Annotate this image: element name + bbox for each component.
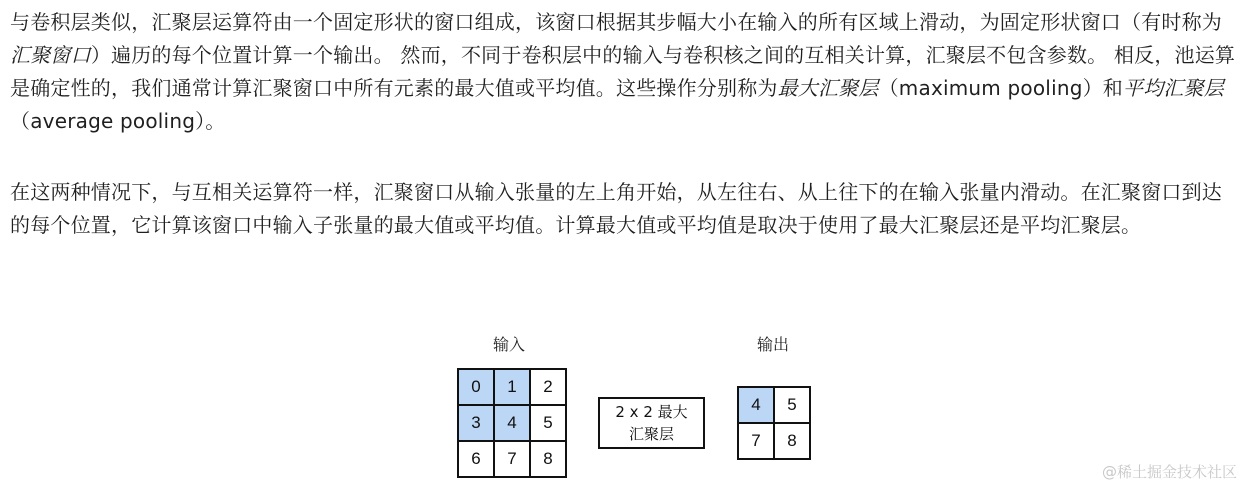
watermark: @稀土掘金技术社区 — [1101, 463, 1237, 481]
term-pooling-window: 汇聚窗口 — [10, 43, 91, 67]
input-cell: 7 — [495, 442, 531, 478]
term-average-pooling: 平均汇聚层 — [1123, 76, 1224, 100]
input-cell: 0 — [459, 370, 495, 406]
output-cell: 8 — [775, 424, 811, 460]
output-tensor-grid — [737, 386, 811, 460]
input-cell: 1 — [495, 370, 531, 406]
paragraph1-text-a: 与卷积层类似，汇聚层运算符由一个固定形状的窗口组成，该窗口根据其步幅大小在输入的所有区域上滑动，为固定形状窗口（有时称为 — [10, 10, 1222, 34]
input-cell: 6 — [459, 442, 495, 478]
max-pooling-operation-box — [598, 397, 705, 449]
input-cell: 4 — [495, 406, 531, 442]
paragraph1-text-c: （maximum pooling）和 — [878, 76, 1123, 100]
output-label: 输出 — [757, 335, 790, 354]
input-tensor-grid — [457, 368, 567, 478]
paragraph1-text-b: ）遍历的每个位置计算一个输出。 然而，不同于卷积层中的输入与卷积核之间的互相关计算，汇聚层不包含参数。 相反，池运算是确定性的，我们通常计算汇聚窗口中所有元素的最大值或平均值。这些操作分别称为 — [10, 43, 1236, 100]
input-cell: 5 — [531, 406, 567, 442]
paragraph-pooling-intro — [10, 6, 1240, 138]
input-cell: 8 — [531, 442, 567, 478]
input-cell: 3 — [459, 406, 495, 442]
output-cell: 5 — [775, 388, 811, 424]
input-label: 输入 — [493, 335, 526, 354]
operation-label-line1: 2 x 2 最大 — [615, 403, 688, 421]
output-cell: 7 — [739, 424, 775, 460]
term-max-pooling: 最大汇聚层 — [777, 76, 879, 100]
output-cell: 4 — [739, 388, 775, 424]
operation-label-line2: 汇聚层 — [628, 425, 674, 443]
paragraph-pooling-sliding: 在这两种情况下，与互相关运算符一样，汇聚窗口从输入张量的左上角开始，从左往右、从上往下的在输入张量内滑动。在汇聚窗口到达的每个位置，它计算该窗口中输入子张量的最大值或平均值。计算最大值或平均值是取决于使用了最大汇聚层还是平均汇聚层。 — [10, 180, 1222, 237]
max-pooling-figure — [0, 320, 1245, 488]
paragraph1-text-d: （average pooling）。 — [10, 109, 226, 133]
input-cell: 2 — [531, 370, 567, 406]
